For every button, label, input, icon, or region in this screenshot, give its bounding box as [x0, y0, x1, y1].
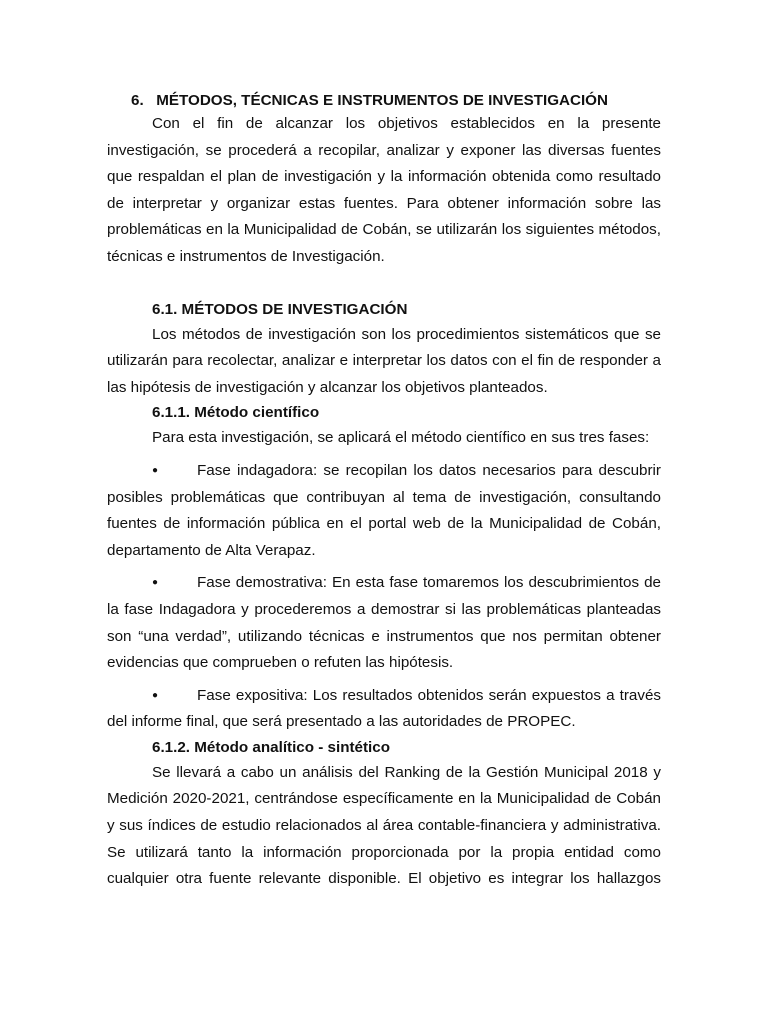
bullet-icon: ●: [152, 689, 159, 701]
phase-text: la fase Indagadora y procederemos a demostrar si las problemáticas planteadas son “una verdad”, utilizando técnicas e instrumentos que nos permitan obtener evidencias que comprueben o refuten las hipótesis.: [107, 600, 661, 672]
section-title: MÉTODOS, TÉCNICAS E INSTRUMENTOS DE INVESTIGACIÓN: [156, 92, 608, 109]
intro-paragraph: Con el fin de alcanzar los objetivos establecidos en la presente investigación, se procederá a recopilar, analizar y exponer las diversas fuentes que respaldan el plan de investigación y la información obtenida como resultado de interpretar y organizar estas fuentes. Para obtener información sobre las problemáticas en la Municipalidad de Cobán, se utilizarán los siguientes métodos, técnicas e instrumentos de Investigación.: [107, 115, 661, 265]
subsection-heading-6-1-1: 6.1.1. Método científico: [152, 404, 320, 422]
analytic-method-paragraph: Se llevará a cabo un análisis del Ranking de la Gestión Municipal 2018 y Medición 2020-2021, centrándose específicamente en la Municipalidad de Cobán y sus índices de estudio relacionados al área contable-financiera y administrativa. Se utilizará tanto la información proporcionada por la propia entidad como cualquier otra fuente relevante disponible. El objetivo es integrar los hallazgos: [107, 763, 661, 888]
scientific-method-intro: Para esta investigación, se aplicará el método científico en sus tres fases:: [152, 429, 650, 447]
phase-lead-text: Fase indagadora: se recopilan los datos necesarios para descubrir: [197, 461, 661, 479]
bullet-icon: ●: [152, 577, 159, 589]
phase-lead-text: Fase demostrativa: En esta fase tomaremos los descubrimientos de: [197, 574, 661, 592]
phase-lead-text: Fase expositiva: Los resultados obtenidos serán expuestos a través: [197, 686, 661, 704]
section-number: 6.: [131, 92, 144, 109]
list-item: [107, 458, 661, 564]
subsection-heading-6-1: 6.1. MÉTODOS DE INVESTIGACIÓN: [152, 300, 408, 318]
subsection-heading-6-1-2: 6.1.2. Método analítico - sintético: [152, 738, 390, 756]
methods-paragraph: Los métodos de investigación son los procedimientos sistemáticos que se utilizarán para recolectar, analizar e interpretar los datos con el fin de responder a las hipótesis de investigación y alcanzar los objetivos planteados.: [107, 325, 661, 396]
section-heading-6: [107, 91, 661, 111]
phase-text: posibles problemáticas que contribuyan al tema de investigación, consultando fuentes de información pública en el portal web de la Municipalidad de Cobán, departamento de Alta Verapaz.: [107, 488, 661, 559]
bullet-icon: ●: [152, 464, 159, 476]
document-page: [107, 91, 661, 893]
list-item: [107, 570, 661, 676]
list-item: [107, 683, 661, 736]
phase-text: del informe final, que será presentado a las autoridades de PROPEC.: [107, 713, 576, 731]
phase-list: [107, 458, 661, 736]
